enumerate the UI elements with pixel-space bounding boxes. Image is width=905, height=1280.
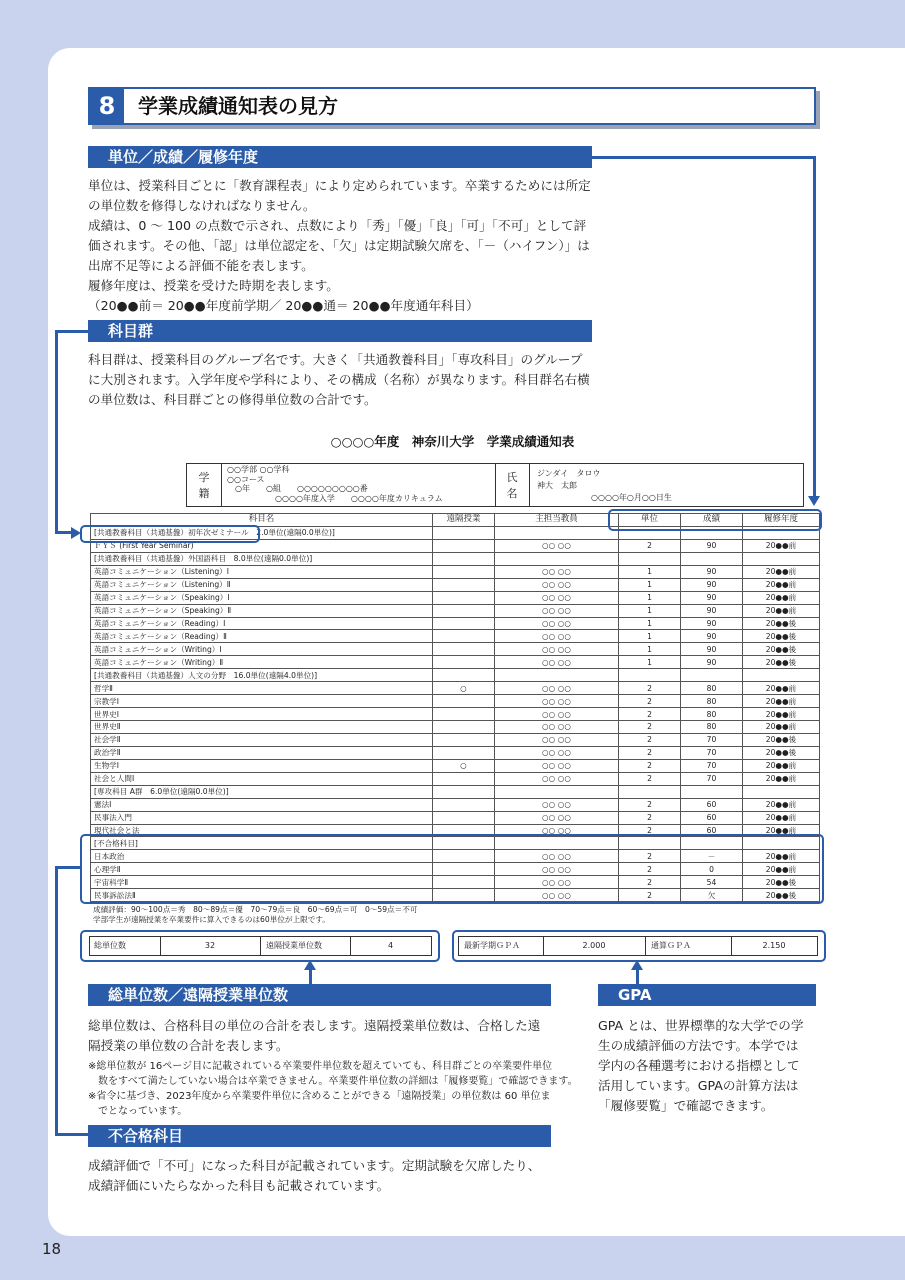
credit-cell: 1	[619, 656, 681, 669]
grade-cell: 70	[681, 746, 743, 759]
empty-cell	[619, 552, 681, 565]
credits-line: 出席不足等による評価不能を表します。	[88, 258, 314, 273]
credit-cell: 2	[619, 889, 681, 902]
year-cell: 20●●後	[743, 617, 820, 630]
group-line: 科目群は、授業科目のグループ名です。大きく「共通教養科目」「専攻科目」のグループ	[88, 352, 583, 367]
credit-cell: 1	[619, 604, 681, 617]
remote-cell	[433, 656, 495, 669]
grade-cell: 80	[681, 721, 743, 734]
total-credits-value: 32	[204, 941, 216, 950]
subject-name-cell: 世界史Ⅱ	[91, 721, 433, 734]
grade-cell: 欠	[681, 889, 743, 902]
credit-cell: 2	[619, 850, 681, 863]
legend-line: 学部学生が遠隔授業を卒業要件に算入できるのは60単位が上限です。	[93, 915, 330, 924]
remote-cell	[433, 733, 495, 746]
report-caption: ○○○○年度 神奈川大学 学業成績通知表	[330, 434, 575, 449]
gpa-text	[598, 1016, 803, 1116]
legend-line: 成績評価：90～100点＝秀 80～89点＝優 70～79点＝良 60～69点＝可 0～59点＝不可	[93, 905, 418, 914]
table-header-cell: 履修年度	[743, 514, 820, 527]
subject-name-cell: 英語コミュニケーション（Speaking）Ⅱ	[91, 604, 433, 617]
credit-cell: 1	[619, 643, 681, 656]
teacher-cell: ○○ ○○	[495, 604, 619, 617]
highlight-gpa	[452, 930, 826, 962]
arrow-up-total	[304, 960, 316, 970]
subject-name-cell: 民事法入門	[91, 811, 433, 824]
gakuseki-line: ○○コース	[227, 474, 265, 484]
connector-fail-h	[55, 866, 80, 869]
credit-cell: 1	[619, 617, 681, 630]
fail-line: 成績評価で「不可」になった科目が記載されています。定期試験を欠席したり、	[88, 1158, 541, 1173]
remote-cell	[433, 746, 495, 759]
empty-cell	[495, 785, 619, 798]
year-cell: 20●●前	[743, 798, 820, 811]
year-cell: 20●●前	[743, 708, 820, 721]
grade-cell: 60	[681, 824, 743, 837]
year-cell: 20●●後	[743, 643, 820, 656]
arrow-down-credits	[808, 496, 820, 506]
table-header-cell: 主担当教員	[495, 514, 619, 527]
grade-cell: 60	[681, 798, 743, 811]
gpa-line: 「履修要覧」で確認できます。	[598, 1098, 774, 1113]
credit-cell: 2	[619, 721, 681, 734]
credit-cell: 2	[619, 682, 681, 695]
credit-cell: 2	[619, 759, 681, 772]
table-row	[91, 759, 820, 772]
highlight-total-credits	[80, 930, 440, 962]
table-row	[91, 708, 820, 721]
total-credits-label: 総単位数	[94, 941, 126, 950]
empty-cell	[433, 669, 495, 682]
empty-cell	[743, 785, 820, 798]
connector-total-v	[309, 968, 312, 984]
remote-cell	[433, 591, 495, 604]
total-note-line: 数をすべて満たしていない場合は卒業できません。卒業要件単位数の詳細は「履修要覧」で確認できます。	[88, 1076, 578, 1087]
credit-cell: 1	[619, 630, 681, 643]
remote-cell	[433, 604, 495, 617]
year-cell: 20●●後	[743, 733, 820, 746]
total-line: 隔授業の単位数の合計を表します。	[88, 1038, 289, 1053]
group-row	[91, 669, 820, 682]
remote-cell	[433, 798, 495, 811]
empty-cell	[433, 526, 495, 539]
gakuseki-line: ○○学部 ○○学科	[227, 465, 290, 474]
teacher-cell: ○○ ○○	[495, 876, 619, 889]
remote-cell: ○	[433, 682, 495, 695]
table-row	[91, 721, 820, 734]
teacher-cell: ○○ ○○	[495, 850, 619, 863]
table-row	[91, 811, 820, 824]
teacher-cell: ○○ ○○	[495, 863, 619, 876]
remote-cell	[433, 565, 495, 578]
year-cell: 20●●後	[743, 656, 820, 669]
year-cell: 20●●前	[743, 811, 820, 824]
teacher-cell: ○○ ○○	[495, 746, 619, 759]
teacher-cell: ○○ ○○	[495, 565, 619, 578]
remote-cell: ○	[433, 759, 495, 772]
teacher-cell: ○○ ○○	[495, 721, 619, 734]
highlight-credit-columns	[608, 509, 822, 531]
grade-cell: 90	[681, 539, 743, 552]
grade-cell: 70	[681, 772, 743, 785]
grade-cell: 80	[681, 695, 743, 708]
credit-cell: 2	[619, 772, 681, 785]
highlight-failed-rows	[80, 834, 824, 904]
empty-cell	[433, 552, 495, 565]
remote-cell	[433, 643, 495, 656]
teacher-cell: ○○ ○○	[495, 682, 619, 695]
subject-name-cell: 宇宙科学Ⅱ	[91, 876, 433, 889]
table-row	[91, 656, 820, 669]
group-name-cell: [不合格科目]	[91, 837, 433, 850]
remote-cell	[433, 630, 495, 643]
grade-cell: －	[681, 850, 743, 863]
gpa-line: 生の成績評価の方法です。本学では	[598, 1038, 799, 1053]
arrow-up-gpa	[631, 960, 643, 970]
grade-cell: 90	[681, 565, 743, 578]
remote-cell	[433, 772, 495, 785]
table-row	[91, 617, 820, 630]
year-cell: 20●●前	[743, 772, 820, 785]
credit-cell: 2	[619, 733, 681, 746]
student-name: 神大 太郎	[537, 481, 577, 490]
teacher-cell: ○○ ○○	[495, 798, 619, 811]
empty-cell	[681, 669, 743, 682]
remote-cell	[433, 695, 495, 708]
grade-cell: 70	[681, 759, 743, 772]
total-notes	[88, 1059, 578, 1119]
highlight-group-name	[80, 525, 260, 543]
subject-name-cell: 世界史Ⅰ	[91, 708, 433, 721]
table-row	[91, 565, 820, 578]
table-row	[91, 798, 820, 811]
year-cell: 20●●前	[743, 695, 820, 708]
birth-date: ○○○○年○月○○日生	[591, 493, 672, 502]
credit-cell: 2	[619, 863, 681, 876]
subject-name-cell: 憲法Ⅰ	[91, 798, 433, 811]
connector-fail-v	[55, 866, 58, 1136]
credit-cell: 2	[619, 708, 681, 721]
group-line: に大別されます。入学年度や学科により、その構成（名称）が異なります。科目群名右横	[88, 372, 590, 387]
table-row	[91, 746, 820, 759]
table-row	[91, 682, 820, 695]
teacher-cell: ○○ ○○	[495, 824, 619, 837]
credits-line: 成績は、0 ～ 100 の点数で示され、点数により「秀」「優」「良」「可」「不可」として評	[88, 218, 587, 233]
empty-cell	[681, 552, 743, 565]
page-number: 18	[42, 1240, 62, 1258]
fail-line: 成績評価にいたらなかった科目も記載されています。	[88, 1178, 390, 1193]
teacher-cell: ○○ ○○	[495, 539, 619, 552]
table-header-cell: 遠隔授業	[433, 514, 495, 527]
remote-credits-label: 遠隔授業単位数	[266, 941, 322, 950]
arrow-right-group	[71, 527, 81, 539]
subject-name-cell: 英語コミュニケーション（Speaking）Ⅰ	[91, 591, 433, 604]
connector-credits-h	[592, 156, 816, 159]
credit-cell: 2	[619, 798, 681, 811]
gakuseki-line: ○○○○年度入学 ○○○○年度カリキュラム	[227, 493, 443, 503]
remote-cell	[433, 708, 495, 721]
remote-credits-value: 4	[387, 941, 394, 950]
credit-cell: 2	[619, 746, 681, 759]
grade-legend	[93, 905, 417, 925]
teacher-cell: ○○ ○○	[495, 811, 619, 824]
gpa-line: 活用しています。GPAの計算方法は	[598, 1078, 799, 1093]
empty-cell	[681, 785, 743, 798]
teacher-cell: ○○ ○○	[495, 772, 619, 785]
subject-name-cell: 哲学Ⅱ	[91, 682, 433, 695]
heading-gpa: GPA	[598, 984, 816, 1006]
year-cell: 20●●前	[743, 682, 820, 695]
credit-cell: 1	[619, 565, 681, 578]
subject-name-cell: 民事訴訟法Ⅱ	[91, 889, 433, 902]
grade-cell: 90	[681, 604, 743, 617]
credit-cell: 2	[619, 811, 681, 824]
empty-cell	[495, 526, 619, 539]
credit-cell: 2	[619, 539, 681, 552]
year-cell: 20●●後	[743, 630, 820, 643]
empty-cell	[619, 785, 681, 798]
year-cell: 20●●後	[743, 876, 820, 889]
gpa-line: GPA とは、世界標準的な大学での学	[598, 1018, 804, 1033]
latest-gpa-value: 2.000	[582, 941, 606, 950]
teacher-cell: ○○ ○○	[495, 630, 619, 643]
subject-name-cell: 英語コミュニケーション（Writing）Ⅱ	[91, 656, 433, 669]
heading-fail: 不合格科目	[88, 1125, 551, 1147]
total-text	[88, 1016, 540, 1056]
teacher-cell: ○○ ○○	[495, 643, 619, 656]
teacher-cell: ○○ ○○	[495, 578, 619, 591]
gakuseki-info	[227, 465, 443, 503]
grade-cell: 54	[681, 876, 743, 889]
total-note-line: ※省令に基づき、2023年度から卒業要件単位に含めることができる「遠隔授業」の単位数は 60 単位ま	[88, 1091, 551, 1102]
grade-cell: 90	[681, 617, 743, 630]
table-row	[91, 695, 820, 708]
table-row	[91, 643, 820, 656]
subject-name-cell: 政治学Ⅱ	[91, 746, 433, 759]
subject-name-cell: 英語コミュニケーション（Listening）Ⅰ	[91, 565, 433, 578]
remote-cell	[433, 617, 495, 630]
group-name-cell: [共通教養科目（共通基盤）外国語科目 8.0単位(遠隔0.0単位)]	[91, 552, 433, 565]
connector-credits-v	[813, 156, 816, 498]
subject-name-cell: 日本政治	[91, 850, 433, 863]
group-row	[91, 785, 820, 798]
table-row	[91, 733, 820, 746]
group-name-cell: [共通教養科目（共通基盤）人文の分野 16.0単位(遠隔4.0単位)]	[91, 669, 433, 682]
credits-line: の単位数を修得しなければなりません。	[88, 198, 316, 213]
heading-credits: 単位／成績／履修年度	[88, 146, 592, 168]
year-cell: 20●●前	[743, 759, 820, 772]
subject-name-cell: 社会と人間Ⅰ	[91, 772, 433, 785]
year-cell: 20●●後	[743, 746, 820, 759]
table-header-cell: 単位	[619, 514, 681, 527]
connector-group-v	[55, 330, 58, 534]
group-text	[88, 350, 590, 410]
empty-cell	[495, 669, 619, 682]
credits-text	[88, 176, 591, 316]
empty-cell	[495, 552, 619, 565]
fail-text	[88, 1156, 540, 1196]
group-name-cell: [共通教養科目（共通基盤）初年次ゼミナール 2.0単位(遠隔0.0単位)]	[91, 526, 433, 539]
credits-line: 履修年度は、授業を受けた時期を表します。	[88, 278, 339, 293]
group-name-cell: [専攻科目 A群 6.0単位(遠隔0.0単位)]	[91, 785, 433, 798]
grade-cell: 60	[681, 811, 743, 824]
student-info-box	[186, 463, 804, 507]
total-note-line: でとなっています。	[88, 1106, 188, 1117]
teacher-cell: ○○ ○○	[495, 733, 619, 746]
gakuseki-label: 学籍	[198, 471, 210, 500]
gakuseki-line: ○年 ○組 ○○○○○○○○○番	[227, 484, 368, 493]
teacher-cell: ○○ ○○	[495, 889, 619, 902]
heading-total: 総単位数／遠隔授業単位数	[88, 984, 551, 1006]
year-cell: 20●●前	[743, 824, 820, 837]
grade-cell: 90	[681, 591, 743, 604]
grade-cell: 70	[681, 733, 743, 746]
table-row	[91, 604, 820, 617]
subject-name-cell: 英語コミュニケーション（Writing）Ⅰ	[91, 643, 433, 656]
year-cell: 20●●後	[743, 889, 820, 902]
year-cell: 20●●前	[743, 578, 820, 591]
teacher-cell: ○○ ○○	[495, 695, 619, 708]
total-note-line: ※総単位数が 16ページ目に記載されている卒業要件単位数を超えていても、科目群ごとの卒業要件単位	[88, 1061, 553, 1072]
subject-name-cell: 英語コミュニケーション（Listening）Ⅱ	[91, 578, 433, 591]
subject-name-cell: 英語コミュニケーション（Reading）Ⅰ	[91, 617, 433, 630]
year-cell: 20●●前	[743, 850, 820, 863]
empty-cell	[433, 785, 495, 798]
connector-gpa-v	[636, 968, 639, 984]
teacher-cell: ○○ ○○	[495, 708, 619, 721]
subject-name-cell: 英語コミュニケーション（Reading）Ⅱ	[91, 630, 433, 643]
title-text: 学業成績通知表の見方	[138, 94, 338, 118]
page-title	[88, 87, 816, 125]
grade-cell: 80	[681, 708, 743, 721]
table-row	[91, 772, 820, 785]
remote-cell	[433, 721, 495, 734]
subject-name-cell: ＦＹＳ (First Year Seminar)	[91, 539, 433, 552]
year-cell: 20●●前	[743, 863, 820, 876]
subject-name-cell: 宗教学Ⅰ	[91, 695, 433, 708]
teacher-cell: ○○ ○○	[495, 656, 619, 669]
credit-cell: 2	[619, 695, 681, 708]
table-row	[91, 591, 820, 604]
subject-name-cell: 生物学Ⅰ	[91, 759, 433, 772]
name-kana: ジンダイ タロウ	[537, 469, 601, 478]
grade-cell: 90	[681, 630, 743, 643]
year-cell: 20●●前	[743, 539, 820, 552]
grade-cell: 90	[681, 643, 743, 656]
grade-cell: 80	[681, 682, 743, 695]
year-cell: 20●●前	[743, 565, 820, 578]
table-row	[91, 630, 820, 643]
grade-cell: 0	[681, 863, 743, 876]
year-cell: 20●●前	[743, 721, 820, 734]
subject-name-cell: 現代社会と法	[91, 824, 433, 837]
group-row	[91, 552, 820, 565]
credit-cell: 2	[619, 876, 681, 889]
credits-line: 価されます。その他、「認」は単位認定を、「欠」は定期試験欠席を、「－（ハイフン）」は	[88, 238, 590, 253]
connector-fail-h2	[55, 1133, 90, 1136]
empty-cell	[743, 552, 820, 565]
heading-group: 科目群	[88, 320, 592, 342]
remote-cell	[433, 811, 495, 824]
remote-cell	[433, 539, 495, 552]
empty-cell	[619, 669, 681, 682]
remote-cell	[433, 578, 495, 591]
total-line: 総単位数は、合格科目の単位の合計を表します。遠隔授業単位数は、合格した遠	[88, 1018, 541, 1033]
credit-cell: 1	[619, 591, 681, 604]
connector-group-h	[55, 330, 88, 333]
credit-cell: 1	[619, 578, 681, 591]
year-cell: 20●●前	[743, 604, 820, 617]
cum-gpa-label: 通算ＧＰＡ	[651, 941, 691, 950]
table-row	[91, 578, 820, 591]
empty-cell	[743, 669, 820, 682]
credits-line: 単位は、授業科目ごとに「教育課程表」により定められています。卒業するためには所定	[88, 178, 591, 193]
table-header-cell: 成績	[681, 514, 743, 527]
teacher-cell: ○○ ○○	[495, 591, 619, 604]
cum-gpa-value: 2.150	[762, 941, 786, 950]
grade-cell: 90	[681, 578, 743, 591]
credits-line: （20●●前＝ 20●●年度前学期／ 20●●通＝ 20●●年度通年科目）	[88, 298, 479, 313]
subject-name-cell: 社会学Ⅱ	[91, 733, 433, 746]
title-number: 8	[90, 89, 124, 123]
year-cell: 20●●前	[743, 591, 820, 604]
latest-gpa-label: 最新学期ＧＰＡ	[464, 941, 520, 950]
table-header-cell: 科目名	[91, 514, 433, 527]
group-line: の単位数は、科目群ごとの修得単位数の合計です。	[88, 392, 377, 407]
gpa-line: 学内の各種選考における指標として	[598, 1058, 800, 1073]
teacher-cell: ○○ ○○	[495, 759, 619, 772]
teacher-cell: ○○ ○○	[495, 617, 619, 630]
subject-name-cell: 心理学Ⅱ	[91, 863, 433, 876]
credit-cell: 2	[619, 824, 681, 837]
name-label: 氏名	[506, 471, 518, 500]
grade-cell: 90	[681, 656, 743, 669]
